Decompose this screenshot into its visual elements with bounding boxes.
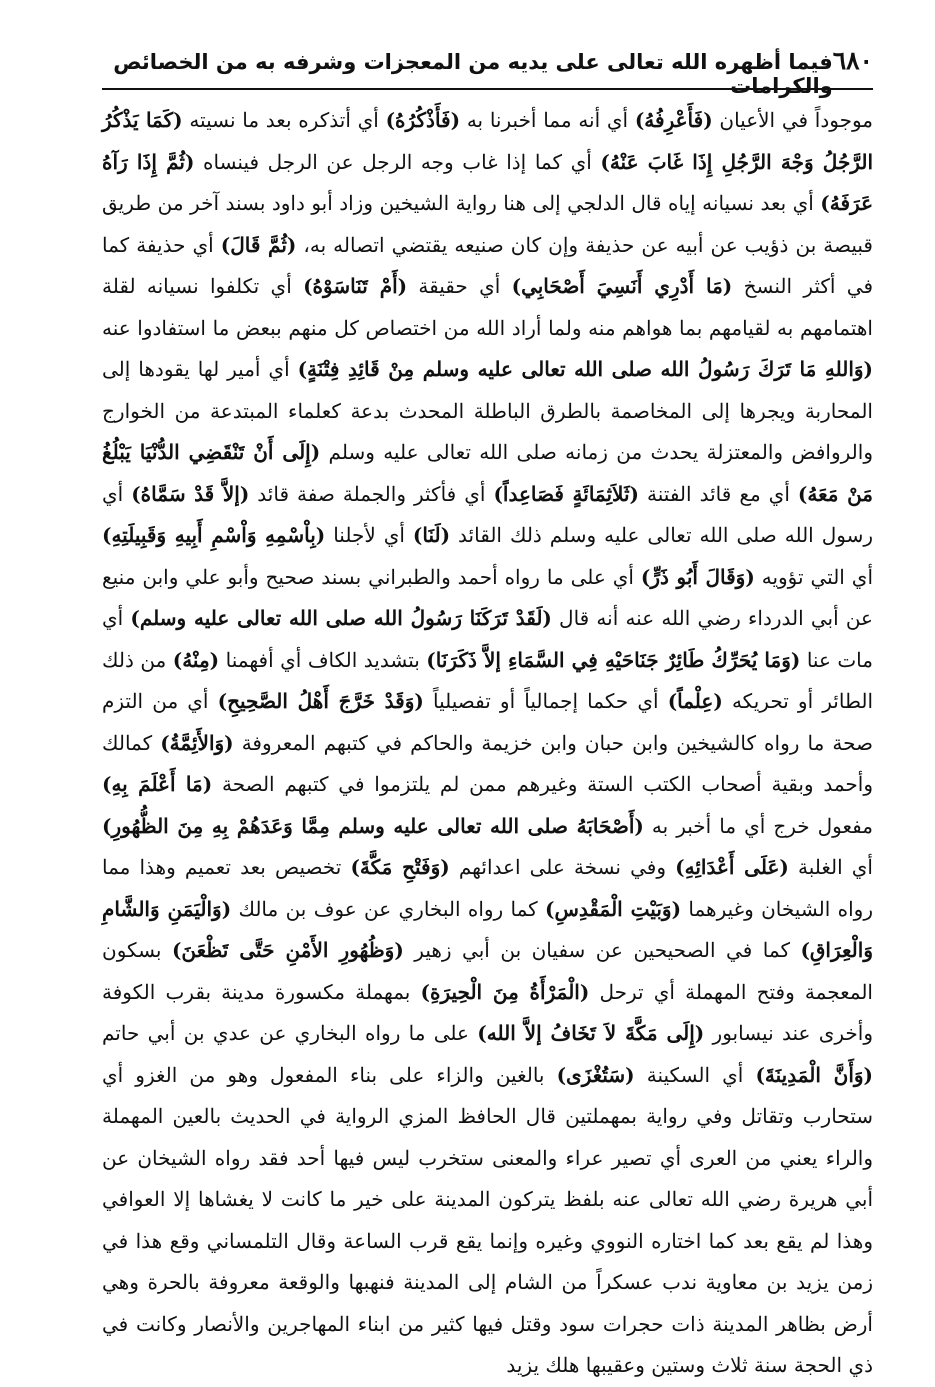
matn-quote: (إلاَّ قَدْ سَمَّاهُ) [131,481,250,506]
matn-quote: (إِلَى أَنْ تَنْقَضِي الدُّنْيَا يَبْلُغُ مَنْ مَعَهُ) [102,440,874,506]
matn-quote: (وَالأَئِمَّةُ) [160,730,234,755]
matn-quote: (ثُمَّ إِذَا رَآهُ عَرَفَهُ) [102,149,873,215]
commentary-text: بسكون المعجمة وفتح المهملة أي ترحل [102,938,873,1004]
commentary-text: أي أنه مما أخبرنا به [460,108,635,132]
commentary-text: أي السكينة [634,1062,756,1087]
commentary-text: بتشديد الكاف أي أفهمنا [219,647,427,672]
matn-quote: (وَقَالَ أَبُو ذَرٍّ) [640,564,755,589]
running-title: فيما أظهره الله تعالى على يديه من المعجزات وشرفه به من الخصائص والكرامات [113,50,833,98]
commentary-text: أي أمير لها يقودها إلى المحاربة ويجرها إلى المخاصمة بالطرق الباطلة المحدث بدعة كعلماء المبتدعة من الخوارج والروافض والمعتزلة يحدث من زمانه صلى الله تعالى عليه وسلم [102,357,873,464]
commentary-text: أي مات عنا [102,606,873,672]
commentary-text: أي كما إذا غاب وجه الرجل عن الرجل فينساه [194,149,601,174]
commentary-text: كما في الصحيحين عن سفيان بن أبي زهير [403,938,801,962]
commentary-text: وفي نسخة على اعدائهم [449,855,676,879]
matn-quote: (لَقَدْ تَرَكَنَا رَسُولُ الله صلى الله تعالى عليه وسلم) [130,606,552,630]
commentary-text: أي مع قائد الفتنة [639,481,798,506]
matn-quote: (وَفَتْحِ مَكَّةَ) [350,855,450,879]
commentary-text: أي على ما رواه أحمد والطبراني بسند صحيح وأبو علي وابن منيع عن أبي الدرداء رضي الله عنه أنه قال [102,564,873,630]
matn-quote: (ثُمَّ قَالَ) [220,232,297,257]
matn-quote: (الْمَرْأَةُ مِنَ الْحِيرَةِ) [420,979,590,1004]
body-paragraph [102,100,873,1387]
matn-quote: (مَا أَعْلَمَ بِهِ) [102,772,213,796]
matn-quote: (عِلْماً) [667,689,723,713]
commentary-text: من ذلك الطائر أو تحريكه [102,647,874,713]
commentary-text: موجوداً في الأعيان [712,108,874,132]
commentary-text: أي فأكثر والجملة صفة قائد [249,481,494,506]
matn-quote: (مَا أَدْرِي أَنَسِيَ أَصْحَابِي) [511,274,733,298]
matn-quote: (لَنَا) [412,523,451,547]
matn-quote: (ثَلاَثِمَائَةٍ فَصَاعِداً) [493,481,640,506]
matn-quote: (عَلَى أَعْدَائِهِ) [675,855,789,879]
matn-quote: (وَبَيْتِ الْمَقْدِسِ) [545,896,682,921]
commentary-text: أي الغلبة [788,855,873,879]
matn-quote: (أَمْ تَنَاسَوْهُ) [303,274,408,298]
commentary-text: بمهملة مكسورة مدينة بقرب الكوفة وأخرى عند نيسابور [102,979,873,1045]
matn-quote: (وَاللهِ مَا تَرَكَ رَسُولُ الله صلى الله تعالى عليه وسلم مِنْ قَائِدِ فِتْنَةٍ) [297,357,873,381]
matn-quote: (بِاْسْمِهِ وَاْسْمِ أَبِيهِ وَقَبِيلَتِهِ) [102,523,326,547]
commentary-text: أي لأجلنا [325,523,413,547]
commentary-text: كمالك وأحمد وبقية أصحاب الكتب الستة وغيرهم ممن لم يلتزموا في كتبهم الصحة [102,730,873,796]
commentary-text: على ما رواه البخاري عن عدي بن أبي حاتم [102,1021,478,1045]
matn-quote: (أَصْحَابَهُ صلى الله تعالى عليه وسلم مِمَّا وَعَدَهُمْ بِهِ مِنَ الظُّهُورِ) [102,813,644,838]
commentary-text: أي حقيقة [407,274,512,298]
matn-quote: (إِلَى مَكَّةَ لاَ تَخَافُ إلاَّ الله) [477,1021,705,1045]
matn-quote: (فَأَذْكُرُهُ) [385,108,461,132]
matn-quote: (كَمَا يَذْكُرُ الرَّجُلُ وَجْهَ الرَّجُلِ إِذَا غَابَ عَنْهُ) [102,108,873,174]
matn-quote: (وَقَدْ خَرَّجَ أَهْلُ الصَّحِيحِ) [217,689,424,713]
commentary-text: تخصيص بعد تعميم وهذا مما رواه الشيخان وغيرهما [102,855,873,921]
matn-quote: (فَأَعْرِفُهُ) [634,108,713,132]
page-header [102,38,873,98]
commentary-text: أي حذيفة كما في أكثر النسخ [102,232,874,298]
commentary-text: أي بعد نسيانه إياه قال الدلجي إلى هنا رواية الشيخين وزاد أبو داود بسند آخر من طريق قبيصة بن ذؤيب عن أبيه عن حذيفة وإن كان صنيعه يقتضي اتصاله به، [102,191,873,257]
commentary-text: أي من التزم صحة ما رواه كالشيخين وابن حبان وابن خزيمة والحاكم في كتبهم المعروفة [102,689,874,755]
commentary-text: بالغين والزاء على بناء المفعول وهو من الغزو أي ستحارب وتقاتل وفي رواية بمهملتين قال الحافظ المزي الرواية في الحديث بالعين المهملة والراء يعني من العرى أي تصير عراء والمعنى ستخرب ليس فيها أحد فقد رواه الشيخان عن أبي هريرة رضي الله تعالى عنه بلفظ يتركون المدينة على خير ما كانت لا يغشاها إلا العوافي وهذا لم يقع بعد كما اختاره النووي وغيره وإنما يقع قرب الساعة وقال التلمساني وقع هذا في زمن يزيد بن معاوية ندب عسكراً من الشام إلى المدينة فنهبها والوقعة معروفة بالحرة وهي أرض بظاهر المدينة ذات حجرات سود وقتل فيها كثير من ابناء المهاجرين والأنصار وكانت في ذي الحجة سنة ثلاث وستين وعقيبها هلك يزيد [102,1062,873,1377]
commentary-text: كما رواه البخاري عن عوف بن مالك [231,896,546,921]
matn-quote: (وَظُهُورِ الأَمْنِ حَتَّى تَظْعَنَ) [171,938,404,962]
matn-quote: (وَمَا يُحَرِّكُ طَائِرٌ جَنَاحَيْهِ فِي السَّمَاءِ إلاَّ ذَكَرَنَا) [426,647,801,672]
commentary-text: أي رسول الله صلى الله تعالى عليه وسلم ذلك القائد [102,481,873,547]
matn-quote: (سَتُغْزَى) [556,1062,635,1087]
matn-quote: (مِنْهُ) [172,647,220,672]
commentary-text: أي أتذكره بعد ما نسيته [182,108,386,132]
commentary-text: أي حكما إجمالياً أو تفصيلياً [423,689,668,713]
page-number: ٦٨٠ [832,46,873,75]
matn-quote: (وَأَنَّ الْمَدِينَةَ) [755,1062,873,1087]
commentary-text: أي تكلفوا نسيانه لقلة اهتمامهم به لقيامهم بما هواهم منه ولما أراد الله من اختصاص كل منهم ببعض ما استفادوا عنه [102,274,873,340]
matn-quote: (وَالْيَمَنِ وَالشَّامِ وَالْعِرَاقِ) [102,896,873,962]
commentary-text: أي التي تؤويه [754,564,874,589]
commentary-text: مفعول خرج أي ما أخبر به [643,813,873,838]
